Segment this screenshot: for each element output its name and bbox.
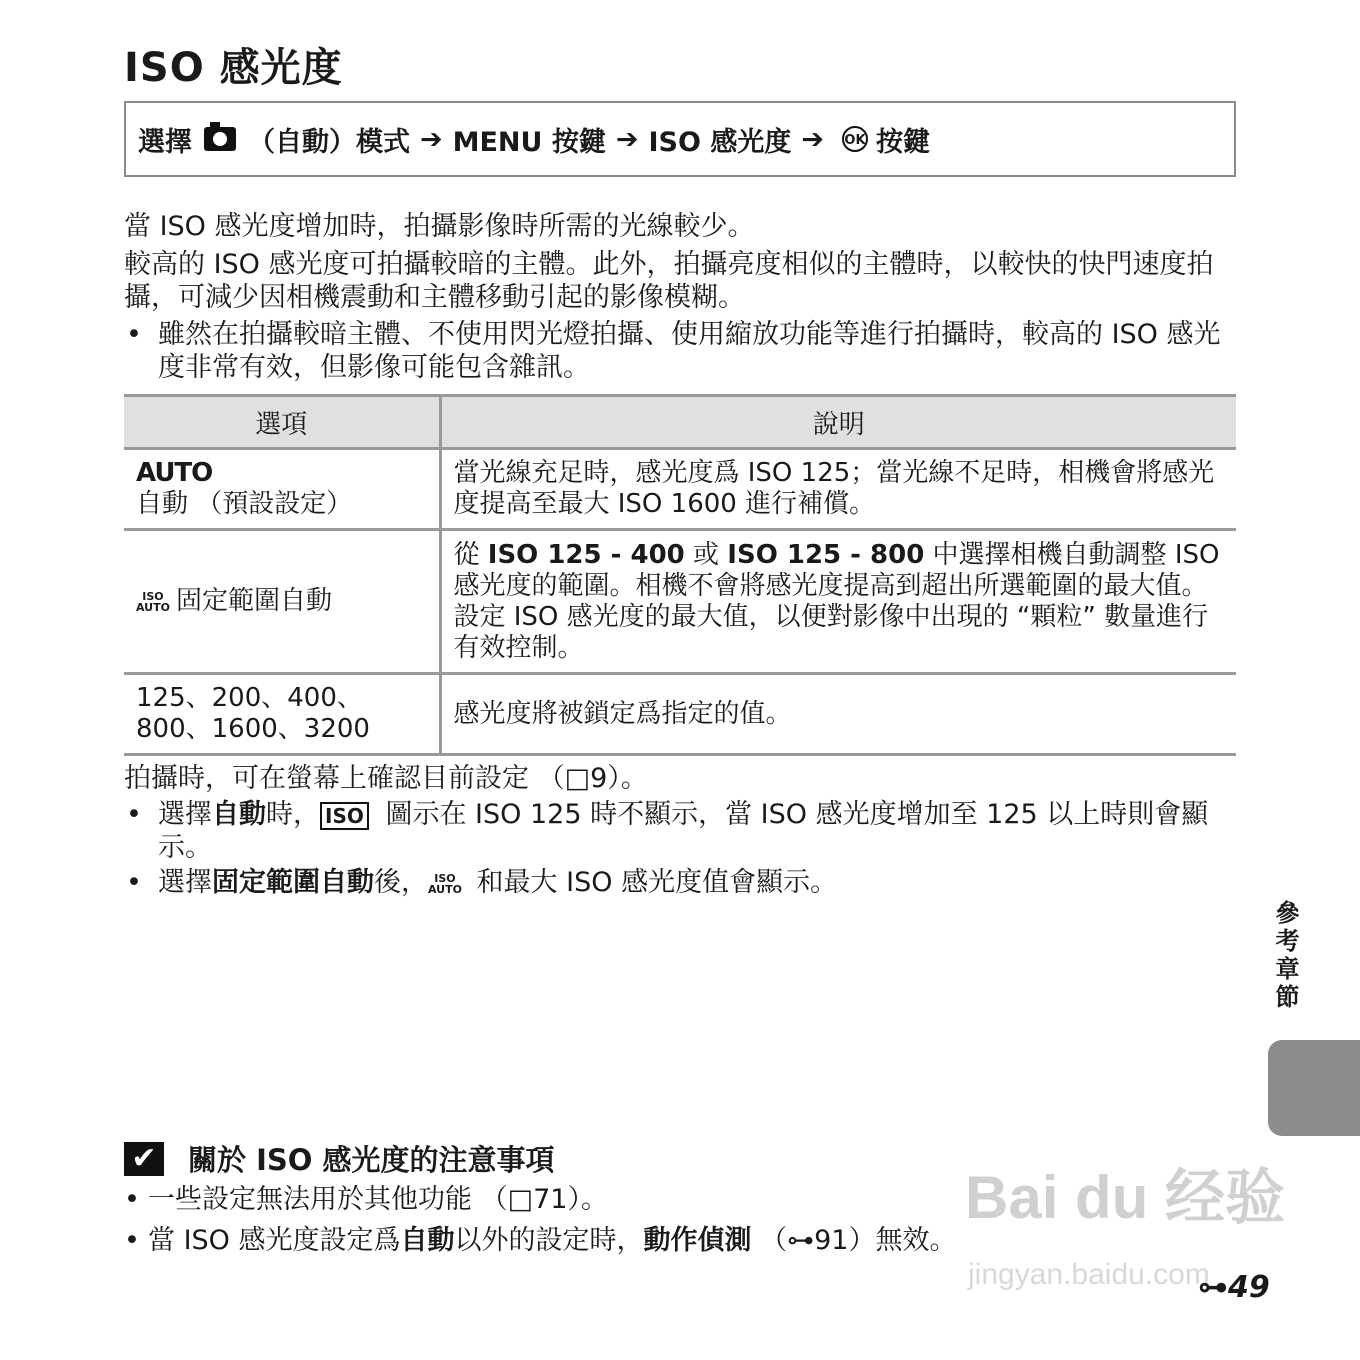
note-title: 關於 ISO 感光度的注意事項 [188,1143,555,1177]
after-bullet-2 [124,866,1236,899]
page-number: ⊶49 [1198,1270,1270,1305]
intro-line-2: 較高的 ISO 感光度可拍攝較暗的主體。此外，拍攝亮度相似的主體時，以較快的快門速度拍攝，可減少因相機震動和主體移動引起的影像模糊。 [124,249,1214,313]
option-cell [124,530,440,674]
text: 圖示在 ISO 125 時不顯示，當 ISO 感光度增加至 125 以上時則會顯示。 [158,799,1209,863]
bold-text: 動作偵測 [643,1225,752,1256]
table-row [124,530,1236,674]
bold-text: 自動 [400,1225,455,1256]
option-cell: 125、200、400、800、1600、3200 [124,674,440,755]
options-table [124,394,1236,756]
note-item [124,1224,956,1257]
after-bullet-1 [124,798,1236,864]
note-text: （⊶91）無效。 [751,1225,957,1256]
desc-text: 中選擇相機自動調整 ISO 感光度的範圍。相機不會將感光度提高到超出所選範圍的最大值。設定 ISO 感光度的最大值，以便對影像中出現的 “顆粒” 數量進行有效控制。 [453,539,1220,663]
intro-line-1: 當 ISO 感光度增加時，拍攝影像時所需的光線較少。 [124,211,755,242]
path-select-text: 選擇 [138,126,192,158]
camera-icon [204,127,236,151]
table-row [124,674,1236,755]
table-header-row [124,396,1236,449]
iso-icon: ISO [320,802,369,830]
description-cell: 感光度將被鎖定爲指定的值。 [440,674,1236,755]
text: 選擇 [158,867,212,898]
bold-text: 固定範圍自動 [212,867,374,898]
arrow-icon: ➔ [420,123,443,155]
check-icon: ✔ [124,1142,164,1176]
note-item [124,1183,608,1216]
note-heading [124,1138,555,1179]
iso-auto-icon: ISO AUTO [428,871,462,896]
bullet-dot: • [124,1225,140,1256]
intro-bullet-text: 雖然在拍攝較暗主體、不使用閃光燈拍攝、使用縮放功能等進行拍攝時，較高的 ISO 感光度非常有效，但影像可能包含雜訊。 [158,319,1221,383]
path-button-text: 按鍵 [875,126,930,158]
description-cell [440,530,1236,674]
note-text: 以外的設定時， [454,1225,644,1256]
ok-button-icon: OK [842,126,868,152]
text: 後， [374,867,428,898]
desc-bold: ISO 125 - 400 [487,539,685,570]
after-line-1: 拍攝時，可在螢幕上確認目前設定 （□9）。 [124,763,648,794]
desc-text: 從 [453,539,488,570]
watermark-logo: Bai du 经验 [965,1164,1286,1231]
page-title: ISO 感光度 [124,45,343,91]
intro-bullet [124,318,1236,384]
path-menu-text: MENU 按鍵 [452,126,606,158]
text: 選擇 [158,799,212,830]
header-description: 說明 [440,396,1236,449]
bullet-dot: • [126,319,142,350]
bullet-dot: • [126,867,142,898]
table-row [124,449,1236,530]
path-iso-text: ISO 感光度 [648,126,792,158]
header-option: 選項 [124,396,440,449]
bullet-dot: • [126,799,142,830]
desc-text: 或 [684,539,728,570]
chapter-side-label: 參考章節 [1271,900,1299,1012]
note-text: 一些設定無法用於其他功能 （□71）。 [148,1184,608,1215]
iso-auto-icon: ISO AUTO [136,589,170,614]
arrow-icon: ➔ [615,123,639,155]
option-cell [124,449,440,530]
option-label: 自動 （預設設定） [136,489,353,519]
bullet-dot: • [124,1184,140,1215]
option-label: 固定範圍自動 [175,586,332,616]
note-text: 當 ISO 感光度設定爲 [148,1225,401,1256]
text: 時， [266,799,320,830]
description-cell: 當光線充足時，感光度爲 ISO 125；當光線不足時，相機會將感光度提高至最大 ISO 1600 進行補償。 [440,449,1236,530]
desc-bold: ISO 125 - 800 [727,539,925,570]
text: 和最大 ISO 感光度值會顯示。 [467,867,838,898]
bold-text: 自動 [212,799,266,830]
menu-path-box [124,101,1236,177]
arrow-icon: ➔ [801,123,824,155]
watermark-url: jingyan.baidu.com [968,1258,1210,1291]
auto-icon: AUTO [136,458,213,488]
path-mode-text: （自動）模式 [248,126,410,158]
chapter-tab [1268,1040,1360,1136]
